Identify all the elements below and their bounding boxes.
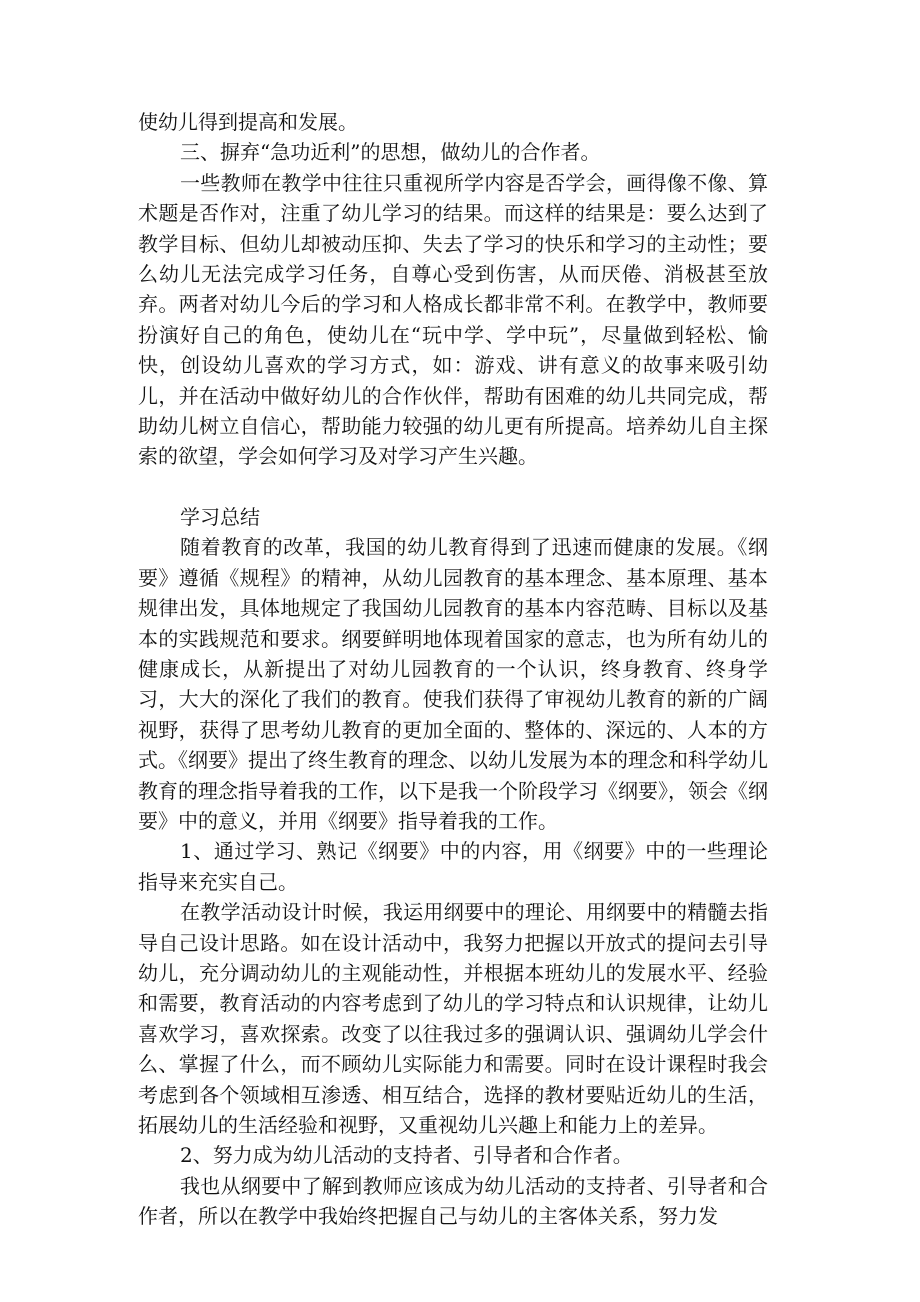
list-item-heading-1: 1、通过学习、熟记《纲要》中的内容，用《纲要》中的一些理论指导来充实自己。 <box>138 839 768 894</box>
blank-line <box>138 472 768 502</box>
paragraph-body: 一些教师在教学中往往只重视所学内容是否学会，画得像不像、算术题是否作对，注重了幼儿学习的结果。而这样的结果是：要么达到了教学目标、但幼儿却被动压抑、失去了学习的快乐和学习的主动性；要么幼儿无法完成学习任务，自尊心受到伤害，从而厌倦、消极甚至放弃。两者对幼儿今后的学习和人格成长都非常不利。在教学中，教师要扮演好自己的角色，使幼儿在“玩中学、学中玩”，尽量做到轻松、愉快，创设幼儿喜欢的学习方式，如：游戏、讲有意义的故事来吸引幼儿，并在活动中做好幼儿的合作伙伴，帮助有困难的幼儿共同完成，帮助幼儿树立自信心，帮助能力较强的幼儿更有所提高。培养幼儿自主探索的欲望，学会如何学习及对学习产生兴趣。 <box>138 170 768 469</box>
paragraph-body: 在教学活动设计时候，我运用纲要中的理论、用纲要中的精髓去指导自己设计思路。如在设计活动中，我努力把握以开放式的提问去引导幼儿，充分调动幼儿的主观能动性，并根据本班幼儿的发展水平、经验和需要，教育活动的内容考虑到了幼儿的学习特点和认识规律，让幼儿喜欢学习，喜欢探索。改变了以往我过多的强调认识、强调幼儿学会什么、掌握了什么，而不顾幼儿实际能力和需要。同时在设计课程时我会考虑到各个领域相互渗透、相互结合，选择的教材要贴近幼儿的生活，拓展幼儿的生活经验和视野，又重视幼儿兴趣上和能力上的差异。 <box>138 900 768 1137</box>
section-title: 学习总结 <box>180 504 260 529</box>
paragraph-body: 我也从纲要中了解到教师应该成为幼儿活动的支持者、引导者和合作者，所以在教学中我始终把握自己与幼儿的主客体关系，努力发 <box>138 1173 768 1229</box>
paragraph-body: 随着教育的改革，我国的幼儿教育得到了迅速而健康的发展。《纲要》遵循《规程》的精神，从幼儿园教育的基本理念、基本原理、基本规律出发，具体地规定了我国幼儿园教育的基本内容范畴、目标以及基本的实践规范和要求。纲要鲜明地体现着国家的意志，也为所有幼儿的健康成长，从新提出了对幼儿园教育的一个认识，终身教育、终身学习，大大的深化了我们的教育。使我们获得了审视幼儿教育的新的广阔视野，获得了思考幼儿教育的更加全面的、整体的、深远的、人本的方式。《纲要》提出了终生教育的理念、以幼儿发展为本的理念和科学幼儿教育的理念指导着我的工作，以下是我一个阶段学习《纲要》，领会《纲要》中的意义，并用《纲要》指导着我的工作。 <box>138 535 768 833</box>
section-heading-3: 三、摒弃“急功近利”的思想，做幼儿的合作者。 <box>180 140 601 165</box>
document-page <box>138 107 768 1232</box>
paragraph-continuation: 使幼儿得到提高和发展。 <box>138 110 358 134</box>
list-item-heading-2: 2、努力成为幼儿活动的支持者、引导者和合作者。 <box>180 1143 633 1168</box>
